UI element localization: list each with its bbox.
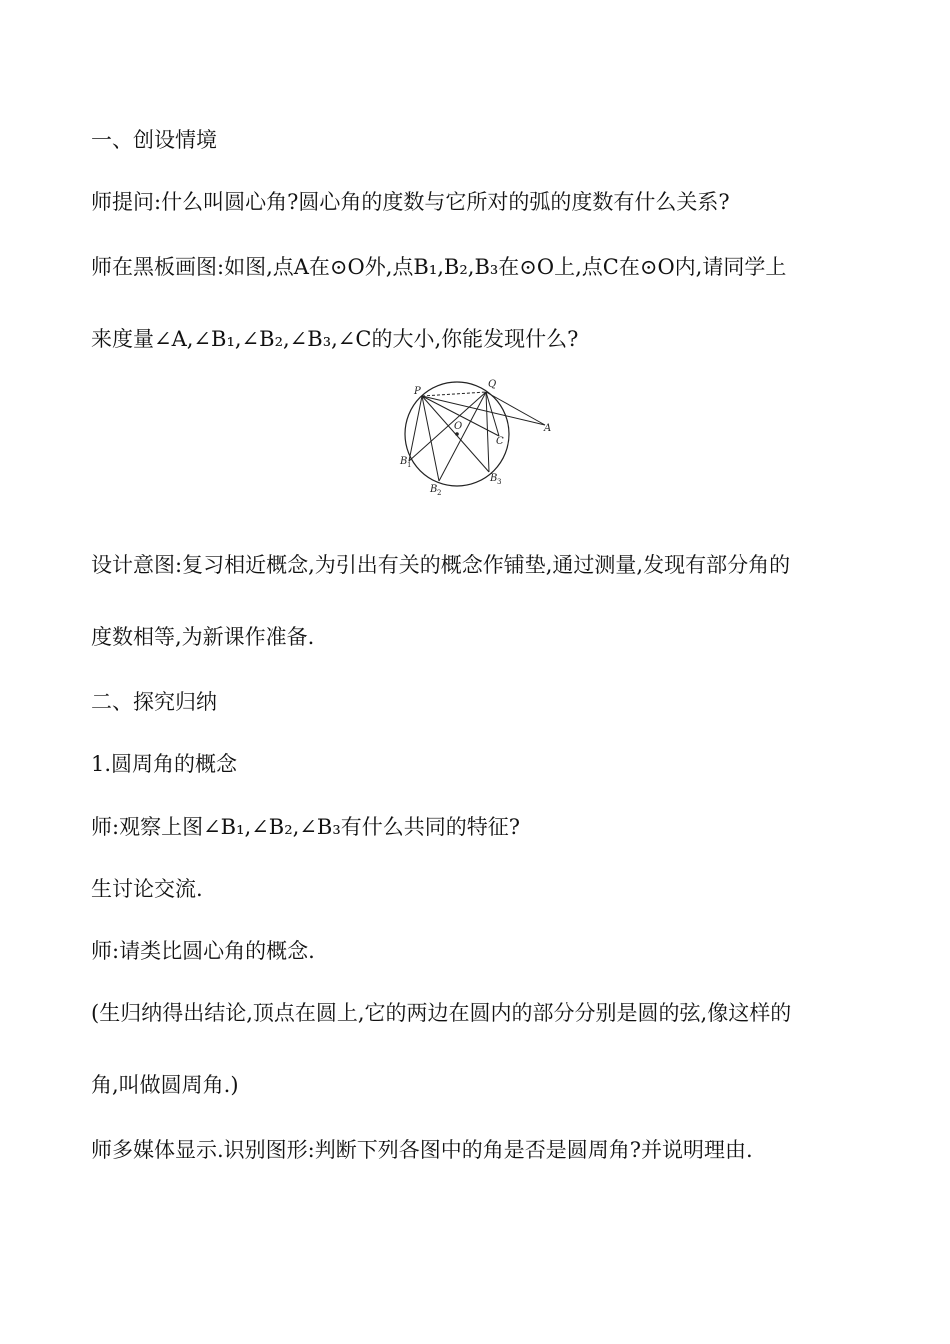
student-conclusion: (生归纳得出结论,顶点在圆上,它的两边在圆内的部分分别是圆的弦,像这样的	[91, 1001, 792, 1025]
label-b3: B	[490, 473, 498, 484]
label-q: Q	[488, 379, 497, 390]
label-b2-sub: 2	[437, 489, 442, 497]
section-heading-2: 二、探究归纳	[91, 690, 217, 714]
section-heading-1: 一、创设情境	[91, 128, 217, 152]
teacher-multimedia-task: 师多媒体显示.识别图形:判断下列各图中的角是否是圆周角?并说明理由.	[91, 1138, 753, 1162]
student-discussion: 生讨论交流.	[91, 877, 203, 901]
teacher-drawing-instruction: 师在黑板画图:如图,点A在⊙O外,点B₁,B₂,B₃在⊙O上,点C在⊙O内,请同学上	[91, 255, 787, 279]
label-a: A	[544, 423, 552, 434]
label-o: O	[454, 421, 463, 432]
design-intent-cont: 度数相等,为新课作准备.	[91, 625, 315, 649]
teacher-observation-question: 师:观察上图∠B₁,∠B₂,∠B₃有什么共同的特征?	[91, 815, 521, 839]
teacher-drawing-instruction-cont: 来度量∠A,∠B₁,∠B₂,∠B₃,∠C的大小,你能发现什么?	[91, 327, 579, 351]
segment-qb3	[486, 392, 489, 472]
label-b1-sub: 1	[407, 461, 412, 469]
label-b2: B	[430, 484, 438, 495]
segment-pb3	[422, 396, 489, 472]
teacher-analogy-prompt: 师:请类比圆心角的概念.	[91, 939, 315, 963]
label-b3-sub: 3	[497, 478, 502, 486]
segment-pb2	[422, 396, 439, 481]
geometry-diagram	[395, 378, 565, 498]
label-p: P	[414, 386, 421, 397]
segment-qa	[486, 392, 545, 425]
teacher-question: 师提问:什么叫圆心角?圆心角的度数与它所对的弧的度数有什么关系?	[91, 190, 730, 214]
segment-pa	[422, 396, 545, 425]
circle-angle-figure	[395, 378, 565, 498]
student-conclusion-cont: 角,叫做圆周角.)	[91, 1073, 239, 1097]
subsection-heading-1: 1.圆周角的概念	[91, 752, 238, 776]
label-c: C	[496, 436, 504, 447]
chord-pq	[422, 392, 486, 396]
label-b1: B	[400, 456, 408, 467]
design-intent: 设计意图:复习相近概念,为引出有关的概念作铺垫,通过测量,发现有部分角的	[91, 553, 791, 577]
